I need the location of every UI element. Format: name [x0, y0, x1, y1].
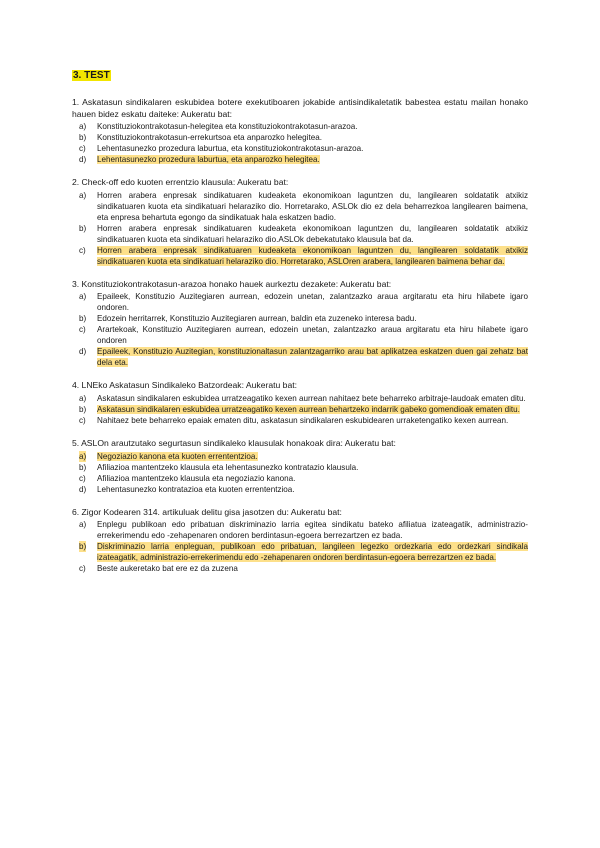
options-list: [72, 121, 528, 165]
option-c: c) Lehentasunezko prozedura laburtua, eta konstituziokontrakotasun-arazoa.: [79, 144, 364, 154]
question-text: 1. Askatasun sindikalaren eskubidea botere exekutiboaren jokabide antisindikaletatik babestea estatu mailan honako hauen bidez eskatu daiteke: Aukeratu bat:: [72, 97, 528, 119]
option-b: b) Horren arabera enpresak sindikatuaren kudeaketa ekonomikoan laguntzen du, langilearen soldatatik atxikiz sindikatuaren kuota eta sindikatuari helaraziko dio.ASLOk debekatutako klausula bat da.: [79, 223, 528, 244]
option-d-highlighted: d) Lehentasunezko prozedura laburtua, eta anparozko helegitea.: [79, 155, 320, 165]
question-text: 5. ASLOn arautzutako segurtasun sindikaleko klausulak honakoak dira: Aukeratu bat:: [72, 437, 396, 448]
question-4: [72, 380, 528, 426]
options-list: [72, 451, 528, 495]
option-a: a) Konstituziokontrakotasun-helegitea eta konstituziokontrakotasun-arazoa.: [79, 122, 358, 132]
question-text: 4. LNEko Askatasun Sindikaleko Batzordeak: Aukeratu bat:: [72, 380, 298, 391]
option-b: b) Afiliazioa mantentzeko klausula eta lehentasunezko kontratazio klausula.: [79, 462, 359, 472]
options-list: [72, 291, 528, 368]
option-c: c) Afiliazioa mantentzeko klausula eta negoziazio kanona.: [79, 473, 296, 483]
option-c: c) Nahitaez bete beharreko epaiak ematen ditu, askatasun sindikalaren eskubidearen urraketengatiko kexen aurrean.: [79, 415, 509, 425]
option-c: c) Beste aukeretako bat ere ez da zuzena: [79, 564, 238, 574]
question-5: [72, 438, 528, 495]
question-text: 2. Check-off edo kuoten errentzio klausula: Aukeratu bat:: [72, 177, 289, 188]
option-d-highlighted: d) Epaileek, Konstituzio Auzitegian, konstituzionaltasun zalantzagarriko arau bat aplikatzea eskatzen duen gai zehatz bat dela eta.: [79, 347, 528, 368]
option-a: a) Askatasun sindikalaren eskubidea urratzeagatiko kexen aurrean nahitaez bete beharreko arbitraje-laudoak ematen ditu.: [79, 393, 526, 403]
section-title: 3. TEST: [73, 70, 110, 81]
option-b: b) Konstituziokontrakotasun-errekurtsoa eta anparozko helegitea.: [79, 133, 322, 143]
option-b: b) Edozein herritarrek, Konstituzio Auzitegiaren aurrean, baldin eta zuzeneko interesa badu.: [79, 314, 417, 324]
options-list: [72, 190, 528, 267]
option-a: a) Horren arabera enpresak sindikatuaren kudeaketa ekonomikoan laguntzen du, langilearen soldatatik atxikiz sindikatuaren kuota eta sindikatuari helaraziko dio. Horretarako, ASLOk dio ez dela beharrezkoa langilearen baimena, eta enpresa behartuta egongo da sindikatuak hala eskatzen badio.: [79, 190, 528, 222]
option-c-highlighted: c) Horren arabera enpresak sindikatuaren kudeaketa ekonomikoan laguntzen du, langilearen soldatatik atxikiz sindikatuaren kuota eta sindikatuari helaraziko dio. Horretarako, ASLOren arabera, langilearen baimena behar da.: [79, 245, 528, 266]
option-d: d) Lehentasunezko kontratazioa eta kuoten errententzioa.: [79, 484, 295, 494]
question-text: 6. Zigor Kodearen 314. artikuluak delitu gisa jasotzen du: Aukeratu bat:: [72, 506, 342, 517]
question-1: [72, 97, 528, 165]
option-a-highlighted: a) Negoziazio kanona eta kuoten errententzioa.: [79, 451, 258, 461]
options-list: [72, 519, 528, 574]
option-a: a) Enplegu publikoan edo pribatuan diskriminazio larria egitea sindikatu bateko afiliatua izateagatik, administrazio-errekerimendu edo -zehapenaren ondoren berdintasun-egoera berrezartzen ez bada.: [79, 520, 528, 541]
question-6: [72, 507, 528, 575]
question-3: [72, 279, 528, 369]
question-2: [72, 177, 528, 267]
options-list: [72, 393, 528, 426]
option-c: c) Arartekoak, Konstituzio Auzitegiaren aurrean, edozein unetan, zalantzazko araua argitaratu eta hiru hilabete igaro ondoren: [79, 325, 528, 346]
question-text: 3. Konstituziokontrakotasun-arazoa honako hauek aurkeztu dezakete: Aukeratu bat:: [72, 278, 392, 289]
option-b-highlighted: b) Diskriminazio larria enpleguan, publikoan edo pribatuan, langileen legezko ordezkaria edo ordezkari sindikala izateagatik, administrazio-errekerimendu edo -zehapenaren ondoren berdintasun-egoera berrezartzen ez bada.: [79, 542, 528, 563]
option-a: a) Epaileek, Konstituzio Auzitegiaren aurrean, edozein unetan, zalantzazko araua argitaratu eta hiru hilabete igaro ondoren.: [79, 292, 528, 313]
option-b-highlighted: b) Askatasun sindikalaren eskubidea urratzeagatiko kexen aurrean behartzeko indarrik gabeko gomendioak ematen ditu.: [79, 404, 520, 414]
